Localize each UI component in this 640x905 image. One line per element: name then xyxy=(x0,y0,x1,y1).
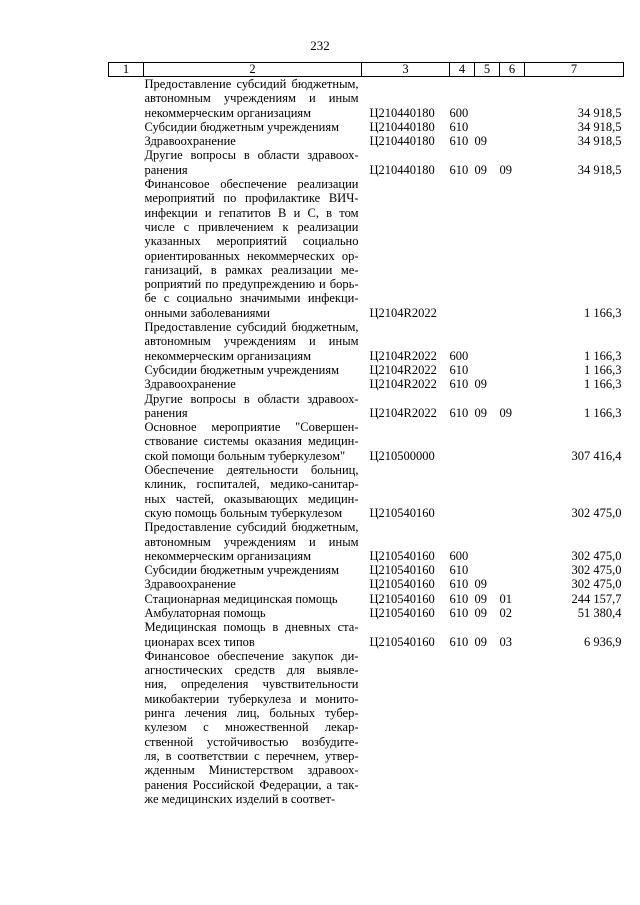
section-code xyxy=(475,177,500,320)
item-name-line: ской помощи больным туберкулезом" xyxy=(144,448,346,463)
target-article-code: Ц2104R2022 xyxy=(369,348,437,363)
expense-type: 610 xyxy=(449,563,469,578)
section-code: 09 xyxy=(474,162,487,177)
item-name xyxy=(144,134,362,148)
amount: 34 918,5 xyxy=(577,162,622,177)
column-header-3: 3 xyxy=(362,63,450,77)
amount: 244 157,7 xyxy=(571,591,622,606)
column-header-4: 4 xyxy=(450,63,475,77)
expense-type: 610 xyxy=(449,405,469,420)
row-number-cell xyxy=(109,563,144,577)
section-code xyxy=(475,320,500,363)
table-row xyxy=(109,134,624,148)
column-number-row xyxy=(109,63,624,77)
item-name-line: ственной устойчивостью возбудите- xyxy=(144,734,359,749)
row-number-cell xyxy=(109,377,144,391)
item-name-line: бе с социально значимыми инфекци- xyxy=(144,291,359,306)
item-name-line: ранения xyxy=(144,162,188,177)
subsection-code xyxy=(500,363,525,377)
item-name-line: роприятий по предупреждению и борь- xyxy=(144,277,359,292)
item-name xyxy=(144,606,362,620)
row-number-cell xyxy=(109,134,144,148)
item-name-line: Здравоохранение xyxy=(144,377,236,392)
row-number-cell xyxy=(109,463,144,520)
item-name-line: инфекции и гепатитов В и С, в том xyxy=(144,205,359,220)
row-number-cell xyxy=(109,77,144,120)
target-article-code: Ц210540160 xyxy=(369,591,435,606)
target-article-code: Ц2104R2022 xyxy=(369,305,437,320)
expense-type: 610 xyxy=(449,134,469,149)
item-name xyxy=(144,148,362,177)
item-name-line: Предоставление субсидий бюджетным, xyxy=(144,320,359,335)
column-header-2: 2 xyxy=(144,63,362,77)
subsection-code xyxy=(500,120,525,134)
subsection-code xyxy=(500,177,525,320)
row-number-cell xyxy=(109,649,144,806)
target-article-code xyxy=(362,649,450,806)
table-body xyxy=(109,77,624,807)
amount: 1 166,3 xyxy=(584,377,622,392)
item-name xyxy=(144,392,362,421)
row-number-cell xyxy=(109,177,144,320)
item-name-line: жденным Министерством здравоох- xyxy=(144,763,359,778)
expense-type xyxy=(450,420,475,463)
amount: 1 166,3 xyxy=(584,362,622,377)
amount: 34 918,5 xyxy=(577,105,622,120)
expense-type: 600 xyxy=(449,105,469,120)
item-name-line: ния, определения чувствительности xyxy=(144,677,359,692)
item-name xyxy=(144,77,362,120)
amount: 6 936,9 xyxy=(584,634,622,649)
amount: 302 475,0 xyxy=(571,563,622,578)
item-name-line: указанных мероприятий социально xyxy=(144,234,359,249)
expense-type: 610 xyxy=(449,605,469,620)
table-row xyxy=(109,363,624,377)
row-number-cell xyxy=(109,592,144,606)
item-name xyxy=(144,520,362,563)
section-code: 09 xyxy=(474,377,487,392)
item-name-line: Субсидии бюджетным учреждениям xyxy=(144,563,340,578)
item-name-line: Основное мероприятие "Совершен- xyxy=(144,420,359,435)
item-name-line: Стационарная медицинская помощь xyxy=(144,591,338,606)
table-row xyxy=(109,420,624,463)
table-row xyxy=(109,620,624,649)
item-name-line: агностических средств для выявле- xyxy=(144,663,359,678)
expense-type: 610 xyxy=(449,634,469,649)
row-number-cell xyxy=(109,606,144,620)
row-number-cell xyxy=(109,320,144,363)
item-name xyxy=(144,649,362,806)
item-name-line: скую помощь больным туберкулезом xyxy=(144,505,343,520)
item-name-line: Обеспечение деятельности больниц, xyxy=(144,463,359,478)
item-name-line: автономным учреждениям и иным xyxy=(144,91,359,106)
budget-table xyxy=(108,62,624,806)
item-name-line: кулезом с множественной лекар- xyxy=(144,720,359,735)
amount: 302 475,0 xyxy=(571,505,622,520)
amount: 1 166,3 xyxy=(584,305,622,320)
subsection-code: 01 xyxy=(499,591,512,606)
item-name-line: числе с привлечением к реализации xyxy=(144,219,359,234)
table-row xyxy=(109,577,624,591)
amount xyxy=(525,649,624,806)
item-name xyxy=(144,620,362,649)
item-name xyxy=(144,577,362,591)
expense-type: 610 xyxy=(449,162,469,177)
expense-type xyxy=(450,463,475,520)
item-name-line: Предоставление субсидий бюджетным, xyxy=(144,520,359,535)
section-code: 09 xyxy=(474,577,487,592)
item-name-line: же медицинских изделий в соответ- xyxy=(144,791,336,806)
row-number-cell xyxy=(109,420,144,463)
item-name-line: некоммерческим организациям xyxy=(144,548,312,563)
item-name-line: ранения xyxy=(144,405,188,420)
item-name-line: Другие вопросы в области здравоох- xyxy=(144,148,359,163)
item-name xyxy=(144,463,362,520)
item-name-line: Субсидии бюджетным учреждениям xyxy=(144,119,340,134)
expense-type: 610 xyxy=(449,377,469,392)
item-name-line: мероприятий по профилактике ВИЧ- xyxy=(144,191,359,206)
item-name-line: некоммерческим организациям xyxy=(144,348,312,363)
subsection-code: 03 xyxy=(499,634,512,649)
item-name-line: Здравоохранение xyxy=(144,134,236,149)
row-number-cell xyxy=(109,577,144,591)
item-name-line: ганизаций, в рамках реализации ме- xyxy=(144,262,359,277)
item-name-line: клиник, госпиталей, медико-санитар- xyxy=(144,477,359,492)
target-article-code: Ц210540160 xyxy=(369,548,435,563)
section-code xyxy=(475,563,500,577)
subsection-code xyxy=(500,520,525,563)
table-row xyxy=(109,177,624,320)
table-row xyxy=(109,563,624,577)
target-article-code: Ц210440180 xyxy=(369,162,435,177)
section-code: 09 xyxy=(474,605,487,620)
table-row xyxy=(109,649,624,806)
target-article-code: Ц210540160 xyxy=(369,505,435,520)
section-code xyxy=(475,363,500,377)
row-number-cell xyxy=(109,392,144,421)
item-name-line: Амбулаторная помощь xyxy=(144,605,266,620)
amount: 1 166,3 xyxy=(584,348,622,363)
target-article-code: Ц210540160 xyxy=(369,634,435,649)
subsection-code xyxy=(500,320,525,363)
expense-type: 600 xyxy=(449,548,469,563)
amount: 34 918,5 xyxy=(577,134,622,149)
amount: 1 166,3 xyxy=(584,405,622,420)
item-name-line: ных частей, оказывающих медицин- xyxy=(144,491,359,506)
item-name xyxy=(144,563,362,577)
table-row xyxy=(109,320,624,363)
subsection-code xyxy=(500,77,525,120)
expense-type xyxy=(450,177,475,320)
section-code: 09 xyxy=(474,591,487,606)
section-code xyxy=(475,77,500,120)
item-name xyxy=(144,592,362,606)
table-row xyxy=(109,520,624,563)
subsection-code: 02 xyxy=(499,605,512,620)
expense-type: 600 xyxy=(449,348,469,363)
item-name xyxy=(144,177,362,320)
section-code xyxy=(475,463,500,520)
item-name-line: ствование системы оказания медицин- xyxy=(144,434,359,449)
item-name-line: Финансовое обеспечение реализации xyxy=(144,177,359,192)
item-name xyxy=(144,363,362,377)
subsection-code xyxy=(500,563,525,577)
target-article-code: Ц210500000 xyxy=(369,448,435,463)
table-row xyxy=(109,392,624,421)
target-article-code: Ц210440180 xyxy=(369,119,435,134)
item-name-line: ринга лечения лиц, больных тубер- xyxy=(144,706,359,721)
amount: 34 918,5 xyxy=(577,119,622,134)
row-number-cell xyxy=(109,120,144,134)
target-article-code: Ц210440180 xyxy=(369,134,435,149)
item-name xyxy=(144,377,362,391)
section-code xyxy=(475,120,500,134)
target-article-code: Ц2104R2022 xyxy=(369,362,437,377)
section-code: 09 xyxy=(474,405,487,420)
item-name-line: ранения Российской Федерации, а так- xyxy=(144,777,359,792)
item-name-line: Медицинская помощь в дневных ста- xyxy=(144,620,359,635)
item-name xyxy=(144,420,362,463)
target-article-code: Ц210440180 xyxy=(369,105,435,120)
item-name xyxy=(144,320,362,363)
section-code xyxy=(475,649,500,806)
subsection-code: 09 xyxy=(499,405,512,420)
subsection-code xyxy=(500,463,525,520)
expense-type xyxy=(450,649,475,806)
amount: 51 380,4 xyxy=(577,605,622,620)
amount: 302 475,0 xyxy=(571,577,622,592)
table-row xyxy=(109,606,624,620)
target-article-code: Ц2104R2022 xyxy=(369,405,437,420)
section-code xyxy=(475,420,500,463)
amount: 302 475,0 xyxy=(571,548,622,563)
column-header-5: 5 xyxy=(475,63,500,77)
table-row xyxy=(109,77,624,120)
table-row xyxy=(109,120,624,134)
expense-type: 610 xyxy=(449,591,469,606)
target-article-code: Ц2104R2022 xyxy=(369,377,437,392)
column-header-6: 6 xyxy=(500,63,525,77)
item-name-line: онными заболеваниями xyxy=(144,305,270,320)
row-number-cell xyxy=(109,148,144,177)
item-name-line: некоммерческим организациям xyxy=(144,105,312,120)
subsection-code xyxy=(500,420,525,463)
subsection-code xyxy=(500,377,525,391)
item-name-line: Финансовое обеспечение закупок ди- xyxy=(144,648,359,663)
subsection-code: 09 xyxy=(499,162,512,177)
item-name-line: ориентированных некоммерческих ор- xyxy=(144,248,359,263)
subsection-code xyxy=(500,649,525,806)
column-header-1: 1 xyxy=(109,63,144,77)
expense-type: 610 xyxy=(449,577,469,592)
table-row xyxy=(109,592,624,606)
subsection-code xyxy=(500,577,525,591)
item-name-line: автономным учреждениям и иным xyxy=(144,334,359,349)
table-row xyxy=(109,377,624,391)
amount: 307 416,4 xyxy=(571,448,622,463)
item-name-line: Другие вопросы в области здравоох- xyxy=(144,391,359,406)
target-article-code: Ц210540160 xyxy=(369,563,435,578)
item-name-line: Предоставление субсидий бюджетным, xyxy=(144,77,359,91)
row-number-cell xyxy=(109,363,144,377)
row-number-cell xyxy=(109,620,144,649)
target-article-code: Ц210540160 xyxy=(369,577,435,592)
item-name-line: Субсидии бюджетным учреждениям xyxy=(144,362,340,377)
section-code xyxy=(475,520,500,563)
item-name-line: автономным учреждениям и иным xyxy=(144,534,359,549)
item-name-line: Здравоохранение xyxy=(144,577,236,592)
expense-type: 610 xyxy=(449,362,469,377)
target-article-code: Ц210540160 xyxy=(369,605,435,620)
item-name-line: ционарах всех типов xyxy=(144,634,255,649)
item-name-line: ля, в соответствии с перечнем, утвер- xyxy=(144,748,359,763)
table-row xyxy=(109,463,624,520)
item-name-line: микобактерии туберкулеза и монито- xyxy=(144,691,359,706)
row-number-cell xyxy=(109,520,144,563)
table-row xyxy=(109,148,624,177)
section-code: 09 xyxy=(474,134,487,149)
page-number: 232 xyxy=(310,38,330,53)
section-code: 09 xyxy=(474,634,487,649)
item-name xyxy=(144,120,362,134)
subsection-code xyxy=(500,134,525,148)
column-header-7: 7 xyxy=(525,63,624,77)
expense-type: 610 xyxy=(449,119,469,134)
